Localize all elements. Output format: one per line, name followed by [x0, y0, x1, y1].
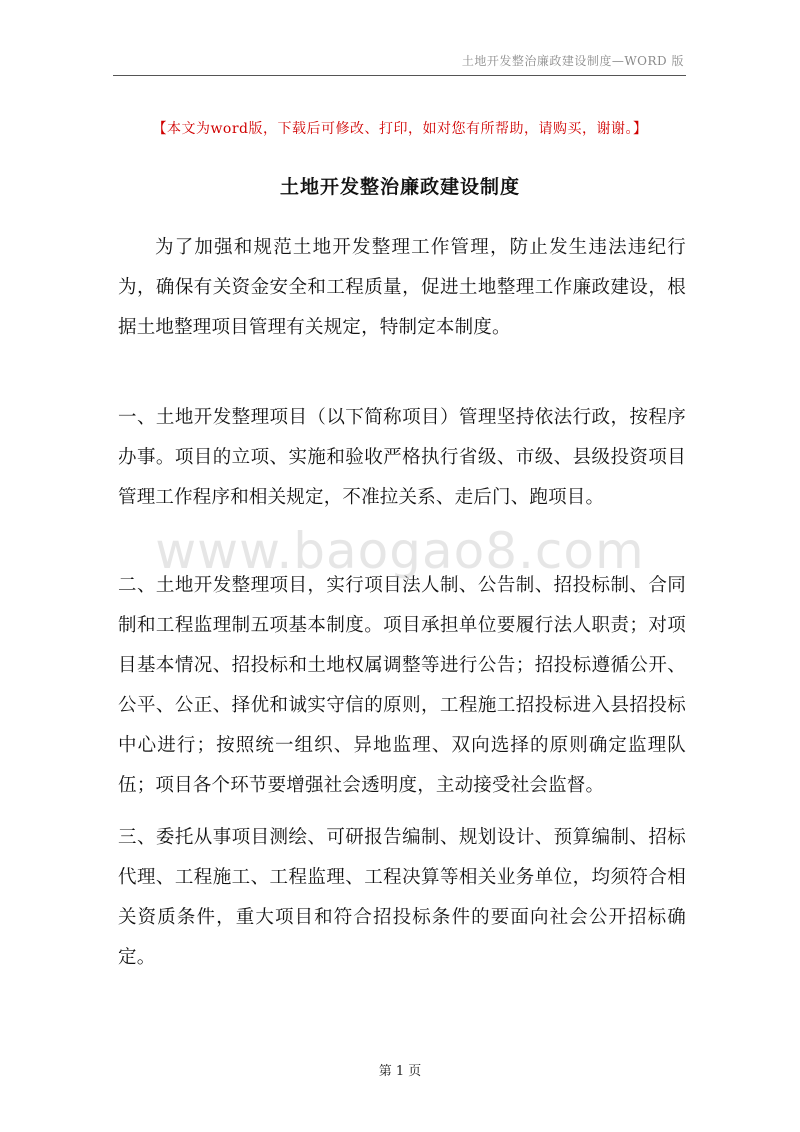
- document-title: 土地开发整治廉政建设制度: [279, 176, 520, 198]
- clause-3-paragraph: 三、委托从事项目测绘、可研报告编制、规划设计、预算编制、招标代理、工程施工、工程监理、工程决算等相关业务单位，均须符合相关资质条件，重大项目和符合招投标条件的要面向社会公开招标确定。: [118, 827, 686, 968]
- download-notice: 【本文为word版，下载后可修改、打印，如对您有所帮助，请购买，谢谢。】: [152, 121, 648, 137]
- watermark-text: www.baogao8.com: [155, 522, 645, 580]
- clause-1-paragraph: 一、土地开发整理项目（以下简称项目）管理坚持依法行政，按程序办事。项目的立项、实施和验收严格执行省级、市级、县级投资项目管理工作程序和相关规定，不准拉关系、走后门、跑项目。: [118, 407, 686, 508]
- intro-paragraph: 为了加强和规范土地开发整理工作管理，防止发生违法违纪行为，确保有关资金安全和工程质量，促进土地整理工作廉政建设，根据土地整理项目管理有关规定，特制定本制度。: [118, 237, 686, 338]
- running-header: 土地开发整治廉政建设制度—WORD 版: [461, 54, 684, 68]
- page-number: 第 1 页: [378, 1064, 422, 1079]
- clause-2-paragraph: 二、土地开发整理项目，实行项目法人制、公告制、招投标制、合同制和工程监理制五项基本制度。项目承担单位要履行法人职责；对项目基本情况、招投标和土地权属调整等进行公告；招投标遵循公开、公平、公正、择优和诚实守信的原则，工程施工招投标进入县招投标中心进行；按照统一组织、异地监理、双向选择的原则确定监理队伍；项目各个环节要增强社会透明度，主动接受社会监督。: [118, 575, 686, 796]
- header-divider: [113, 75, 686, 76]
